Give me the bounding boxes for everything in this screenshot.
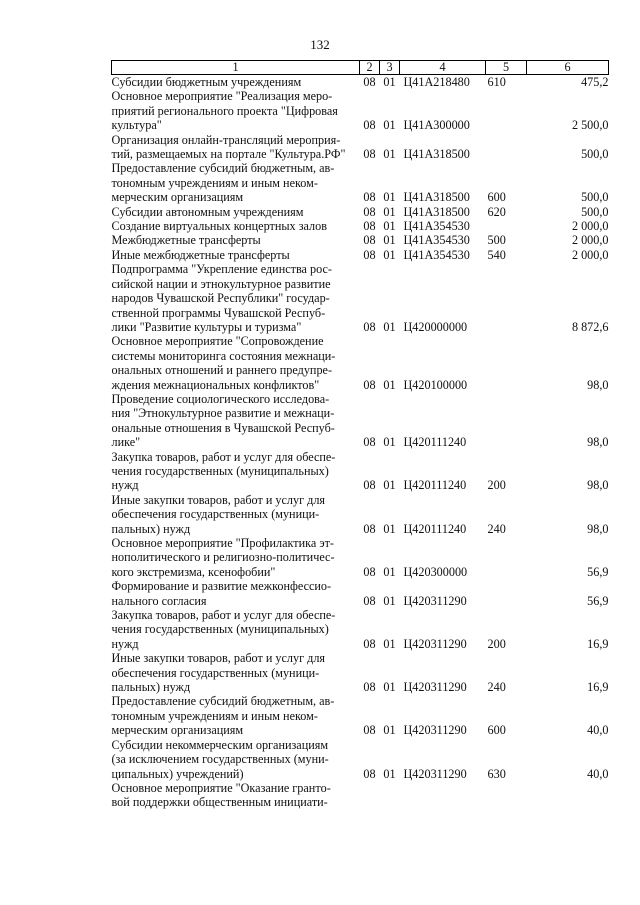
- table-row: [112, 450, 609, 493]
- target-article-code: Ц420311290: [403, 766, 467, 781]
- section-code: 08: [363, 233, 376, 248]
- subsection-code: 01: [383, 204, 396, 219]
- amount: 16,9: [587, 636, 609, 651]
- row-name: Субсидии некоммерческим организациям (за исключением государственных (муни- ципальных) учреждений): [111, 737, 329, 781]
- row-name: Субсидии бюджетным учреждениям: [111, 75, 302, 89]
- subsection-code: 01: [383, 190, 396, 205]
- target-article-code: Ц420111240: [403, 435, 467, 450]
- amount: 98,0: [587, 435, 609, 450]
- target-article-code: Ц41А354530: [403, 219, 470, 234]
- expense-type-code: 200: [487, 478, 506, 493]
- page-number: 132: [310, 37, 330, 52]
- target-article-code: Ц41А354530: [403, 233, 470, 248]
- table-row: [112, 248, 609, 262]
- table-row: [112, 536, 609, 579]
- table-row: [112, 262, 609, 334]
- expense-type-code: 610: [487, 75, 506, 89]
- target-article-code: Ц420311290: [403, 593, 467, 608]
- amount: 8 872,6: [571, 319, 609, 334]
- subsection-code: 01: [383, 75, 396, 89]
- amount: 500,0: [581, 190, 609, 205]
- amount: 98,0: [587, 521, 609, 536]
- section-code: 08: [363, 723, 376, 738]
- expense-type-code: [486, 781, 527, 810]
- section-code: 08: [363, 147, 376, 162]
- row-name: Субсидии автономным учреждениям: [111, 204, 304, 219]
- section-code: 08: [363, 521, 376, 536]
- section-code: 08: [363, 766, 376, 781]
- table-row: [112, 392, 609, 450]
- amount: 475,2: [581, 75, 609, 89]
- expense-type-code: [486, 262, 527, 334]
- amount: 2 500,0: [571, 118, 609, 133]
- row-name: Формирование и развитие межконфессио- нального согласия: [111, 579, 332, 608]
- subsection-code: 01: [383, 118, 396, 133]
- expense-type-code: 600: [487, 723, 506, 738]
- expense-type-code: 240: [487, 521, 506, 536]
- header-cell: 5: [486, 61, 527, 75]
- expense-type-code: 630: [487, 766, 506, 781]
- row-name: Основное мероприятие "Сопровождение системы мониторинга состояния межнаци- ональных отношений и раннего предупре- ждения межнациональных конфликтов": [111, 334, 336, 392]
- subsection-code: [380, 781, 400, 810]
- row-name: Закупка товаров, работ и услуг для обеспе- чения государственных (муниципальных) нужд: [111, 449, 336, 493]
- table-header: [112, 61, 609, 75]
- amount: 98,0: [587, 377, 609, 392]
- target-article-code: Ц420000000: [403, 319, 468, 334]
- section-code: [360, 781, 380, 810]
- table-row: [112, 608, 609, 651]
- subsection-code: 01: [383, 233, 396, 248]
- expense-type-code: 240: [487, 680, 506, 695]
- row-name: Подпрограмма "Укрепление единства рос- сийской нации и этнокультурное развитие народов Чувашской Республики" государ- ственной программы Чувашской Респуб- лики "Развитие культуры и туризма": [111, 262, 332, 334]
- expense-type-code: [486, 579, 527, 608]
- subsection-code: 01: [383, 636, 396, 651]
- section-code: 08: [363, 247, 376, 262]
- subsection-code: 01: [383, 147, 396, 162]
- table-row: [112, 493, 609, 536]
- subsection-code: 01: [383, 680, 396, 695]
- amount: 500,0: [581, 204, 609, 219]
- section-code: 08: [363, 435, 376, 450]
- expense-type-code: [486, 133, 527, 162]
- amount: 16,9: [587, 680, 609, 695]
- expense-type-code: [486, 392, 527, 450]
- target-article-code: Ц420311290: [403, 723, 467, 738]
- table-row: [112, 161, 609, 204]
- target-article-code: Ц41А300000: [403, 118, 470, 133]
- section-code: 08: [363, 219, 376, 234]
- table-row: [112, 89, 609, 132]
- section-code: 08: [363, 204, 376, 219]
- section-code: 08: [363, 636, 376, 651]
- expense-type-code: [486, 334, 527, 392]
- amount: 40,0: [587, 723, 609, 738]
- subsection-code: 01: [383, 377, 396, 392]
- amount: 2 000,0: [571, 219, 609, 234]
- row-name: Основное мероприятие "Оказание грантo- вой поддержки общественным инициати-: [111, 780, 331, 810]
- subsection-code: 01: [383, 723, 396, 738]
- target-article-code: Ц41А318500: [403, 190, 470, 205]
- subsection-code: 01: [383, 564, 396, 579]
- table-row: [112, 334, 609, 392]
- subsection-code: 01: [383, 593, 396, 608]
- target-article-code: Ц41А218480: [403, 75, 470, 89]
- row-name: Предоставление субсидий бюджетным, ав- тономным учреждениям и иным неком- мерческим организациям: [111, 694, 335, 738]
- target-article-code: Ц420311290: [403, 636, 467, 651]
- expense-type-code: 540: [487, 247, 506, 262]
- row-name: Основное мероприятие "Реализация меро- приятий регионального проекта "Цифровая культура": [111, 89, 338, 133]
- section-code: 08: [363, 564, 376, 579]
- target-article-code: Ц41А318500: [403, 204, 470, 219]
- table-row: [112, 75, 609, 90]
- header-cell: 3: [380, 61, 400, 75]
- subsection-code: 01: [383, 247, 396, 262]
- row-name: Основное мероприятие "Профилактика эт- нополитического и религиозно-политичес- кого экстремизма, ксенофобии": [111, 536, 335, 579]
- table-row: [112, 579, 609, 608]
- amount: 98,0: [587, 478, 609, 493]
- row-name: Создание виртуальных концертных залов: [111, 219, 327, 234]
- table-row: [112, 651, 609, 694]
- amount: 56,9: [587, 564, 609, 579]
- section-code: 08: [363, 319, 376, 334]
- subsection-code: 01: [383, 521, 396, 536]
- section-code: 08: [363, 680, 376, 695]
- table-row: [112, 738, 609, 781]
- target-article-code: Ц420111240: [403, 521, 467, 536]
- expense-type-code: 600: [487, 190, 506, 205]
- expense-type-code: 500: [487, 233, 506, 248]
- row-name: Организация онлайн-трансляций мероприя- тий, размещаемых на портале "Культура.РФ": [111, 132, 346, 162]
- target-article-code: Ц420300000: [403, 564, 468, 579]
- table-row: [112, 694, 609, 737]
- target-article-code: Ц41А354530: [403, 247, 470, 262]
- table-body: [112, 75, 609, 810]
- expense-type-code: [486, 89, 527, 132]
- subsection-code: 01: [383, 478, 396, 493]
- header-cell: 6: [527, 61, 609, 75]
- table-row: [112, 205, 609, 219]
- target-article-code: Ц420311290: [403, 680, 467, 695]
- row-name: Проведение социологического исследова- ния "Этнокультурное развитие и межнаци- ональные отношения в Чувашской Респуб- лике": [111, 391, 335, 450]
- target-article-code: Ц420111240: [403, 478, 467, 493]
- section-code: 08: [363, 478, 376, 493]
- target-article-code: Ц420100000: [403, 377, 468, 392]
- table-row: [112, 781, 609, 810]
- target-article-code: [400, 781, 486, 810]
- amount: [527, 781, 609, 810]
- row-name: Межбюджетные трансферты: [111, 233, 261, 248]
- section-code: 08: [363, 75, 376, 89]
- subsection-code: 01: [383, 219, 396, 234]
- amount: 56,9: [587, 593, 609, 608]
- section-code: 08: [363, 118, 376, 133]
- amount: 2 000,0: [571, 247, 609, 262]
- subsection-code: 01: [383, 319, 396, 334]
- expense-type-code: 620: [487, 204, 506, 219]
- row-name: Иные закупки товаров, работ и услуг для обеспечения государственных (муници- пальных) нужд: [111, 492, 326, 536]
- table-row: [112, 219, 609, 233]
- subsection-code: 01: [383, 766, 396, 781]
- table-row: [112, 233, 609, 247]
- row-name: Закупка товаров, работ и услуг для обеспе- чения государственных (муниципальных) нужд: [111, 608, 336, 651]
- row-name: Предоставление субсидий бюджетным, ав- тономным учреждениям и иным неком- мерческим организациям: [111, 161, 335, 205]
- expense-type-code: [486, 219, 527, 233]
- section-code: 08: [363, 593, 376, 608]
- table-row: [112, 133, 609, 162]
- row-name: Иные закупки товаров, работ и услуг для обеспечения государственных (муници- пальных) нужд: [111, 651, 326, 695]
- header-cell: 4: [400, 61, 486, 75]
- expense-type-code: 200: [487, 636, 506, 651]
- section-code: 08: [363, 377, 376, 392]
- expense-type-code: [486, 536, 527, 579]
- section-code: 08: [363, 190, 376, 205]
- budget-table: [111, 60, 609, 810]
- amount: 500,0: [581, 147, 609, 162]
- subsection-code: 01: [383, 435, 396, 450]
- header-cell: 1: [112, 61, 360, 75]
- row-name: Иные межбюджетные трансферты: [111, 247, 290, 262]
- target-article-code: Ц41А318500: [403, 147, 470, 162]
- header-cell: 2: [360, 61, 380, 75]
- amount: 2 000,0: [571, 233, 609, 248]
- amount: 40,0: [587, 766, 609, 781]
